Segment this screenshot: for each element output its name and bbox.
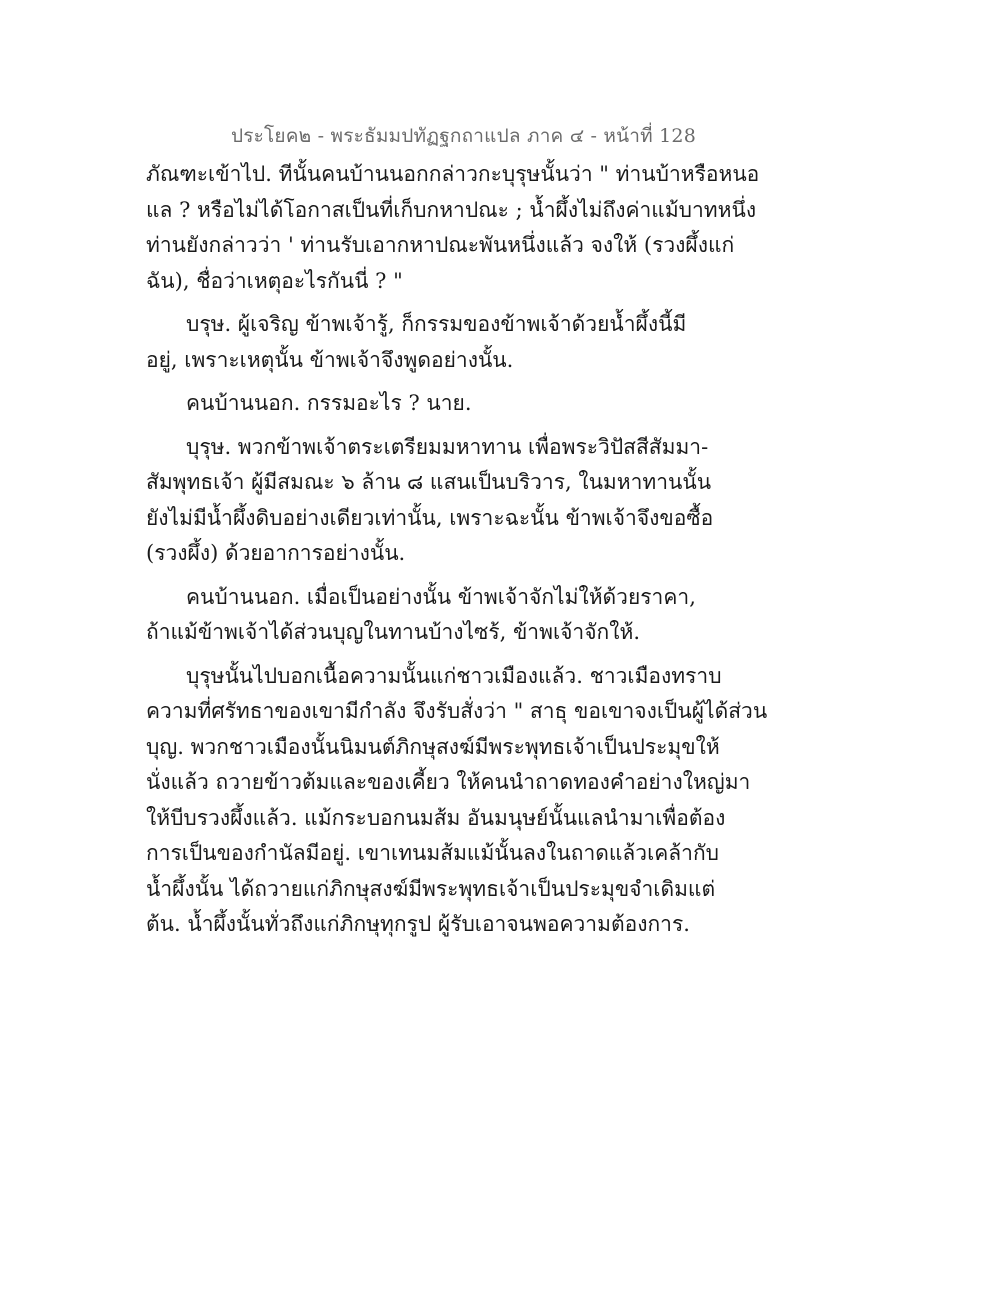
- text-line: คนบ้านนอก. เมื่อเป็นอย่างนั้น ข้าพเจ้าจักไม่ให้ด้วยราคา,: [186, 584, 696, 609]
- page-header: ประโยค๒ - พระธัมมปทัฏฐกถาแปล ภาค ๔ - หน้าที่ 128: [230, 125, 696, 147]
- text-line: การเป็นของกำนัลมีอยู่. เขาเทนมส้มแม้นั้นลงในถาดแล้วเคล้ากับ: [146, 841, 720, 865]
- text-line: น้ำผึ้งนั้น ได้ถวายแก่ภิกษุสงฆ์มีพระพุทธเจ้าเป็นประมุขจำเดิมแต่: [146, 876, 716, 901]
- text-line: ความที่ศรัทธาของเขามีกำลัง จึงรับสั่งว่า " สาธุ ขอเขาจงเป็นผู้ได้ส่วน: [146, 699, 768, 723]
- text-line: ภัณฑะเข้าไป. ทีนั้นคนบ้านนอกกล่าวกะบุรุษนั้นว่า " ท่านบ้าหรือหนอ: [146, 162, 760, 186]
- text-line: ยังไม่มีน้ำผึ้งดิบอย่างเดียวเท่านั้น, เพราะฉะนั้น ข้าพเจ้าจึงขอซื้อ: [146, 505, 714, 530]
- text-line: บุรุษ. พวกข้าพเจ้าตระเตรียมมหาทาน เพื่อพระวิปัสสีสัมมา-: [186, 434, 709, 459]
- text-line: สัมพุทธเจ้า ผู้มีสมณะ ๖ ล้าน ๘ แสนเป็นบริวาร, ในมหาทานนั้น: [146, 470, 712, 494]
- text-line: อยู่, เพราะเหตุนั้น ข้าพเจ้าจึงพูดอย่างนั้น.: [146, 347, 514, 372]
- text-line: นั่งแล้ว ถวายข้าวต้มและของเคี้ยว ให้คนนำถาดทองคำอย่างใหญ่มา: [146, 770, 751, 794]
- text-line: ฉัน), ชื่อว่าเหตุอะไรกันนี่ ? ": [146, 268, 403, 293]
- body-text: [146, 157, 768, 943]
- text-line: คนบ้านนอก. กรรมอะไร ? นาย.: [186, 391, 472, 415]
- text-line: (รวงผึ้ง) ด้วยอาการอย่างนั้น.: [146, 541, 406, 565]
- text-line: ท่านยังกล่าวว่า ' ท่านรับเอากหาปณะพันหนึ่งแล้ว จงให้ (รวงผึ้งแก่: [146, 233, 735, 257]
- text-line: ต้น. น้ำผึ้งนั้นทั่วถึงแก่ภิกษุทุกรูป ผู้รับเอาจนพอความต้องการ.: [146, 912, 690, 936]
- text-line: ให้บีบรวงผึ้งแล้ว. แม้กระบอกนมส้ม อันมนุษย์นั้นแลนำมาเพื่อต้อง: [146, 805, 726, 830]
- text-line: บรุษ. ผู้เจริญ ข้าพเจ้ารู้, ก็กรรมของข้าพเจ้าด้วยน้ำผึ้งนี้มี: [186, 312, 687, 336]
- text-line: ถ้าแม้ข้าพเจ้าได้ส่วนบุญในทานบ้างไซร้, ข้าพเจ้าจักให้.: [146, 620, 641, 644]
- text-line: บุญ. พวกชาวเมืองนั้นนิมนต์ภิกษุสงฆ์มีพระพุทธเจ้าเป็นประมุขให้: [146, 734, 720, 759]
- text-line: บุรุษนั้นไปบอกเนื้อความนั้นแก่ชาวเมืองแล้ว. ชาวเมืองทราบ: [186, 663, 722, 688]
- text-line: แล ? หรือไม่ได้โอกาสเป็นที่เก็บกหาปณะ ; น้ำผึ้งไม่ถึงค่าแม้บาทหนึ่ง: [146, 197, 757, 222]
